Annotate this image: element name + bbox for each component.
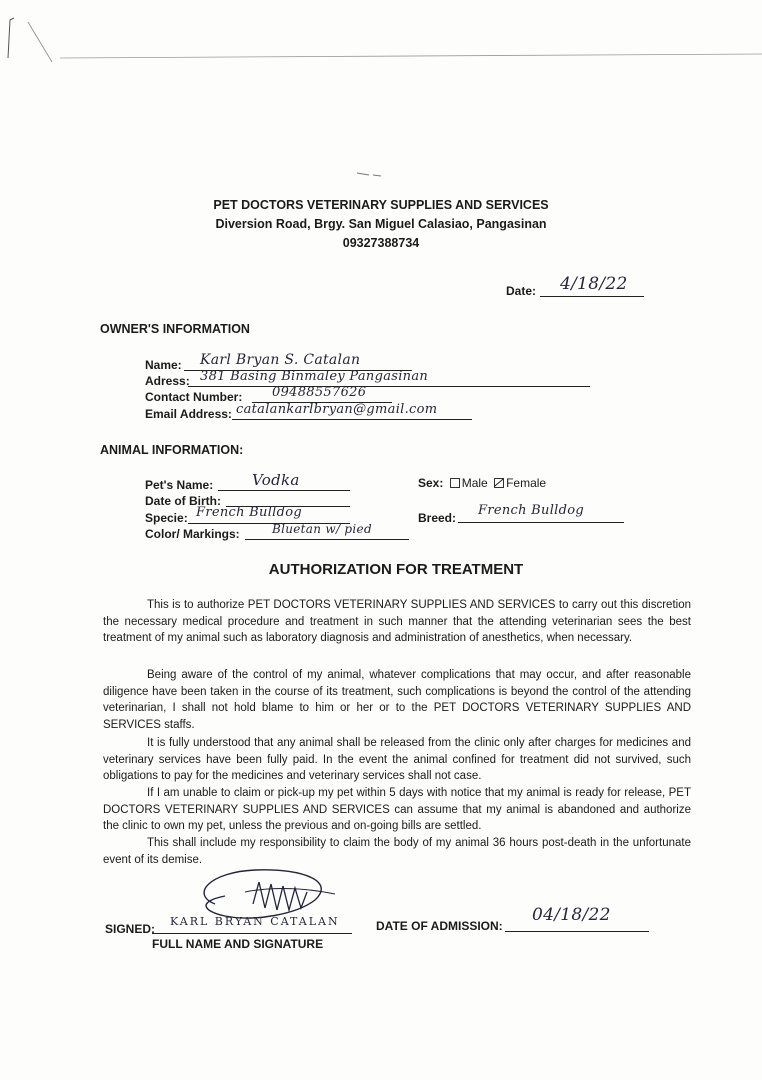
owner-contact-value: 09488557626	[272, 385, 367, 400]
pet-name-line	[218, 490, 350, 491]
specie-value: French Bulldog	[196, 505, 302, 520]
sex-male-checkbox[interactable]	[450, 478, 460, 488]
auth-paragraph-5: This shall include my responsibility to claim the body of my animal 36 hours post-death in the unfortunate event of its demise.	[103, 837, 691, 866]
owner-email-value: catalankarlbryan@gmail.com	[236, 402, 438, 417]
sex-field	[418, 476, 546, 490]
sex-label: Sex:	[418, 476, 444, 490]
color-label: Color/ Markings:	[145, 527, 240, 541]
owner-email-label: Email Address:	[145, 407, 232, 421]
owner-contact-label: Contact Number:	[145, 390, 243, 404]
auth-paragraph-2: Being aware of the control of my animal, whatever complications that may occur, and after reasonable diligence have been taken in the course of its treatment, such complications is beyond the control of the attending veterinarian, I shall not hold blame to him or her or to the PET DOCTORS VETERINARY SUPPLIES AND SERVICES staffs.	[103, 669, 691, 731]
pet-name-label: Pet's Name:	[145, 478, 214, 492]
breed-value: French Bulldog	[478, 503, 584, 518]
owner-section-title: OWNER'S INFORMATION	[100, 322, 250, 336]
auth-paragraph-4: If I am unable to claim or pick-up my pet within 5 days with notice that my animal is ready for release, PET DOCTORS VETERINARY SUPPLIES AND SERVICES can assume that my animal is abandoned and authorize the clinic to own my pet, unless the previous and on-going bills are settled.	[103, 787, 691, 832]
admission-label: DATE OF ADMISSION:	[376, 919, 503, 933]
scan-edge-artifact	[0, 0, 762, 70]
signed-line	[152, 933, 352, 934]
signed-label: SIGNED:	[105, 922, 156, 936]
dob-label: Date of Birth:	[145, 494, 221, 508]
owner-address-label: Adress:	[145, 374, 190, 388]
auth-paragraph-3: It is fully understood that any animal shall be released from the clinic only after charges for medicines and veterinary services have been fully paid. In the event the animal confined for treatment did not survived, such obligations to pay for the medicines and veterinary services shall not case.	[103, 737, 691, 782]
auth-paragraph-1: This is to authorize PET DOCTORS VETERINARY SUPPLIES AND SERVICES to carry out this discretion the necessary medical procedure and treatment in such manner that the attending veterinarian sees the best treatment of my animal such as laboratory diagnosis and administration of anesthetics, when necessary.	[103, 599, 691, 644]
date-label: Date:	[506, 284, 537, 298]
clinic-address: Diversion Road, Brgy. San Miguel Calasiao, Pangasinan	[215, 217, 547, 231]
date-line	[540, 296, 644, 297]
breed-line	[458, 522, 624, 523]
owner-name-value: Karl Bryan S. Catalan	[200, 352, 361, 368]
clinic-name: PET DOCTORS VETERINARY SUPPLIES AND SERVICES	[213, 198, 549, 212]
admission-value: 04/18/22	[532, 905, 611, 925]
date-value: 4/18/22	[560, 274, 628, 294]
sex-female-label: Female	[506, 476, 547, 490]
color-value: Bluetan w/ pied	[272, 522, 372, 536]
scan-speck	[355, 170, 385, 178]
owner-address-line	[188, 386, 590, 387]
breed-label: Breed:	[418, 511, 457, 525]
signed-name-value: KARL BRYAN CATALAN	[170, 915, 340, 928]
admission-line	[505, 931, 649, 932]
authorization-title: AUTHORIZATION FOR TREATMENT	[268, 561, 524, 578]
clinic-phone: 09327388734	[342, 236, 420, 250]
specie-label: Specie:	[145, 511, 188, 525]
animal-section-title: ANIMAL INFORMATION:	[100, 443, 244, 457]
owner-email-line	[232, 419, 472, 420]
signature-caption: FULL NAME AND SIGNATURE	[152, 937, 324, 951]
owner-address-value: 381 Basing Binmaley Pangasinan	[200, 369, 429, 384]
owner-name-label: Name:	[145, 358, 182, 372]
pet-name-value: Vodka	[252, 471, 300, 489]
sex-male-label: Male	[461, 476, 488, 490]
sex-female-checkbox[interactable]	[494, 478, 504, 488]
color-line	[245, 539, 409, 540]
